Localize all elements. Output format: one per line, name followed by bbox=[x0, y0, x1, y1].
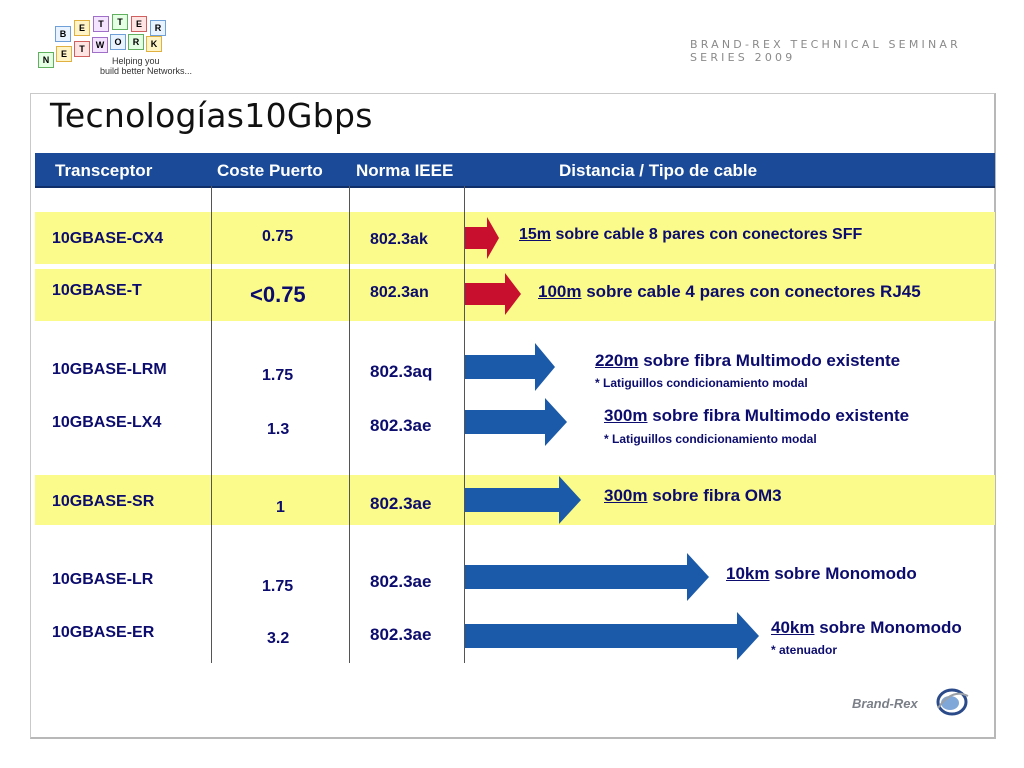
norma-cell: 802.3ae bbox=[370, 572, 432, 591]
distance-value: 10km bbox=[726, 564, 770, 583]
distance-desc: sobre fibra Multimodo existente bbox=[647, 406, 910, 425]
logo-tagline-2: build better Networks... bbox=[100, 66, 193, 76]
brand-rex-wordmark: Brand-Rex bbox=[852, 696, 918, 711]
distance-value: 300m bbox=[604, 406, 648, 425]
logo-block: K bbox=[146, 36, 162, 52]
globe-swoosh-icon bbox=[934, 686, 970, 718]
logo-block: T bbox=[93, 16, 109, 32]
norma-cell: 802.3ae bbox=[370, 494, 432, 513]
transceptor-cell: 10GBASE-LR bbox=[52, 571, 154, 588]
arrow-blue-icon bbox=[465, 612, 759, 660]
coste-cell: 1.75 bbox=[262, 367, 294, 384]
coste-cell: 1.3 bbox=[267, 421, 290, 438]
arrow-blue-icon bbox=[465, 398, 567, 446]
distance-note: * Latiguillos condicionamiento modal bbox=[595, 376, 808, 390]
arrow-red-icon bbox=[465, 269, 521, 319]
distance-desc: sobre cable 4 pares con conectores RJ45 bbox=[581, 282, 921, 301]
distance-note: * Latiguillos condicionamiento modal bbox=[604, 432, 817, 446]
brand-rex-logo bbox=[852, 686, 972, 720]
distance-desc: sobre fibra Multimodo existente bbox=[638, 351, 901, 370]
transceptor-cell: 10GBASE-T bbox=[52, 282, 142, 299]
logo-block: N bbox=[38, 52, 54, 68]
column-divider bbox=[349, 186, 350, 663]
distance-cell bbox=[604, 486, 782, 506]
coste-cell: 1.75 bbox=[262, 578, 294, 595]
col-header-transceptor: Transceptor bbox=[55, 161, 153, 180]
logo-block: E bbox=[74, 20, 90, 36]
coste-cell: 1 bbox=[276, 499, 285, 516]
distance-cell bbox=[595, 351, 900, 371]
arrow-blue-icon bbox=[465, 553, 709, 601]
col-header-norma: Norma IEEE bbox=[356, 161, 454, 180]
distance-desc: sobre Monomodo bbox=[814, 618, 962, 637]
seminar-series-label: BRAND-REX TECHNICAL SEMINAR SERIES 2009 bbox=[690, 38, 961, 64]
transceptor-cell: 10GBASE-LRM bbox=[52, 361, 167, 378]
logo-block: E bbox=[131, 16, 147, 32]
column-divider bbox=[211, 186, 212, 663]
distance-cell bbox=[726, 564, 917, 584]
norma-cell: 802.3an bbox=[370, 284, 429, 301]
distance-cell bbox=[538, 282, 921, 302]
page-title: Tecnologías10Gbps bbox=[50, 96, 373, 135]
norma-cell: 802.3ak bbox=[370, 231, 428, 248]
transceptor-cell: 10GBASE-ER bbox=[52, 624, 155, 641]
coste-cell: 0.75 bbox=[262, 228, 294, 245]
arrow-red-icon bbox=[465, 213, 499, 263]
norma-cell: 802.3ae bbox=[370, 416, 432, 435]
col-header-distancia: Distancia / Tipo de cable bbox=[559, 161, 758, 180]
col-header-coste: Coste Puerto bbox=[217, 161, 323, 180]
distance-note: * atenuador bbox=[771, 643, 838, 657]
logo-block: T bbox=[74, 41, 90, 57]
distance-desc: sobre fibra OM3 bbox=[647, 486, 782, 505]
norma-cell: 802.3ae bbox=[370, 625, 432, 644]
arrow-blue-icon bbox=[465, 343, 555, 391]
transceptor-cell: 10GBASE-CX4 bbox=[52, 230, 164, 247]
distance-value: 220m bbox=[595, 351, 639, 370]
logo-block: T bbox=[112, 14, 128, 30]
norma-cell: 802.3aq bbox=[370, 362, 433, 381]
distance-desc: sobre cable 8 pares con conectores SFF bbox=[551, 226, 863, 243]
distance-value: 40km bbox=[771, 618, 815, 637]
logo-block: O bbox=[110, 34, 126, 50]
distance-cell bbox=[771, 618, 962, 638]
distance-value: 100m bbox=[538, 282, 582, 301]
logo-block: E bbox=[56, 46, 72, 62]
transceptor-cell: 10GBASE-SR bbox=[52, 493, 155, 510]
table-header bbox=[35, 153, 995, 188]
coste-cell: 3.2 bbox=[267, 630, 290, 647]
distance-cell bbox=[604, 406, 909, 426]
arrow-blue-icon bbox=[465, 476, 581, 524]
better-networks-logo bbox=[30, 14, 200, 76]
logo-block: R bbox=[128, 34, 144, 50]
logo-block: B bbox=[55, 26, 71, 42]
coste-cell: <0.75 bbox=[250, 282, 306, 307]
logo-block: W bbox=[92, 37, 108, 53]
distance-desc: sobre Monomodo bbox=[769, 564, 917, 583]
logo-tagline-1: Helping you bbox=[112, 56, 160, 66]
logo-block: R bbox=[150, 20, 166, 36]
distance-value: 300m bbox=[604, 486, 648, 505]
distance-value: 15m bbox=[519, 226, 552, 243]
distance-cell bbox=[519, 226, 862, 244]
transceptor-cell: 10GBASE-LX4 bbox=[52, 414, 162, 431]
